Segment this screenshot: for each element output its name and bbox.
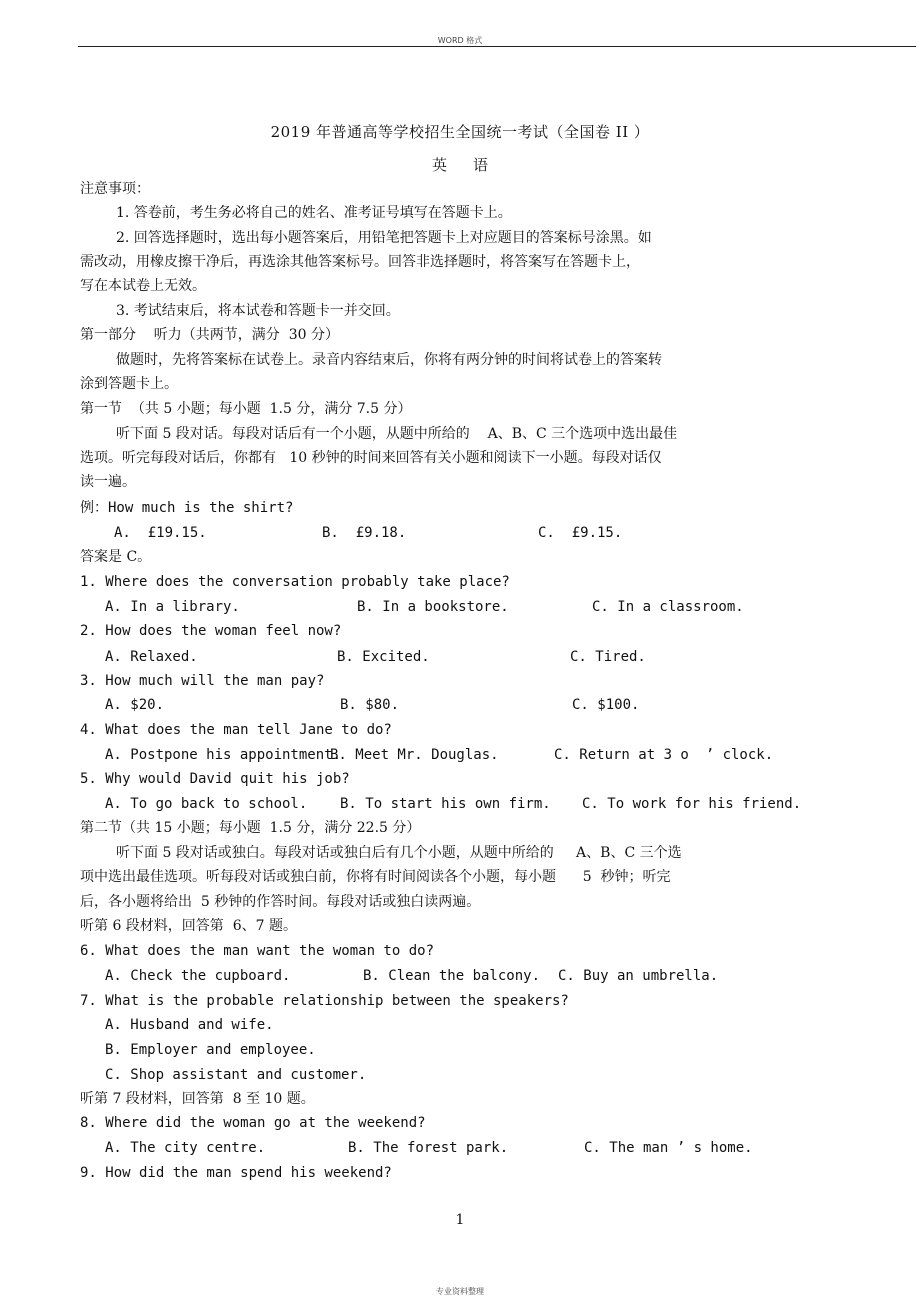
question-6-option-b: B. Clean the balcony. — [363, 968, 541, 984]
question-2: 2. How does the woman feel now? — [80, 623, 342, 639]
section2-intro-b: 项中选出最佳选项。听每段对话或独白前，你将有时间阅读各个小题，每小题 5 秒钟；听完 — [80, 869, 671, 885]
part1-heading: 第一部分 听力（共两节，满分 30 分） — [80, 327, 339, 343]
question-8: 8. Where did the woman go at the weekend? — [80, 1115, 426, 1131]
material-6-heading: 听第 6 段材料，回答第 6、7 题。 — [80, 918, 297, 934]
example-answer: 答案是 C。 — [80, 549, 152, 565]
material-7-heading: 听第 7 段材料，回答第 8 至 10 题。 — [80, 1091, 315, 1107]
section1-intro-c: 读一遍。 — [80, 474, 136, 490]
question-1: 1. Where does the conversation probably take place? — [80, 574, 510, 590]
notes-item-3: 3. 考试结束后，将本试卷和答题卡一并交回。 — [116, 303, 400, 319]
question-3-option-c: C. $100. — [572, 697, 640, 713]
example-option-a: A. £19.15. — [114, 525, 207, 541]
question-4-option-c: C. Return at 3 o ’ clock. — [554, 747, 774, 763]
notes-item-2c: 写在本试卷上无效。 — [80, 278, 206, 294]
question-1-option-a: A. In a library. — [105, 599, 240, 615]
question-4-option-a: A. Postpone his appointment. — [105, 747, 342, 763]
page-footer-text: 专业资料整理 — [436, 1287, 484, 1296]
section2-intro-c: 后，各小题将给出 5 秒钟的作答时间。每段对话或独白读两遍。 — [80, 894, 481, 910]
section1-heading: 第一节 （共 5 小题；每小题 1.5 分，满分 7.5 分） — [80, 401, 412, 417]
section1-intro-b: 选项。听完每段对话后，你都有 10 秒钟的时间来回答有关小题和阅读下一小题。每段对话仅 — [80, 450, 662, 466]
header-rule — [78, 46, 916, 47]
question-6-option-c: C. Buy an umbrella. — [558, 968, 719, 984]
page-number: 1 — [455, 1212, 465, 1228]
question-3-option-b: B. $80. — [340, 697, 400, 713]
part1-intro-b: 涂到答题卡上。 — [80, 376, 178, 392]
notes-item-1: 1. 答卷前，考生务必将自己的姓名、准考证号填写在答题卡上。 — [116, 205, 512, 221]
question-7-option-b: B. Employer and employee. — [105, 1042, 316, 1058]
question-7-option-a: A. Husband and wife. — [105, 1017, 274, 1033]
question-5-option-b: B. To start his own firm. — [340, 796, 551, 812]
question-7: 7. What is the probable relationship between the speakers? — [80, 993, 569, 1009]
example-question: 例：How much is the shirt? — [80, 500, 294, 516]
page-header-text: WORD 格式 — [437, 36, 483, 45]
question-5: 5. Why would David quit his job? — [80, 771, 350, 787]
exam-title: 2019 年普通高等学校招生全国统一考试（全国卷 II ） — [270, 123, 650, 141]
question-1-option-c: C. In a classroom. — [592, 599, 744, 615]
question-7-option-c: C. Shop assistant and customer. — [105, 1067, 367, 1083]
notes-heading: 注意事项： — [80, 181, 150, 197]
question-8-option-b: B. The forest park. — [348, 1140, 509, 1156]
exam-subject: 英语 — [431, 156, 514, 174]
question-6: 6. What does the man want the woman to do? — [80, 943, 435, 959]
notes-item-2a: 2. 回答选择题时，选出每小题答案后，用铅笔把答题卡上对应题目的答案标号涂黑。如 — [116, 230, 652, 246]
question-2-option-a: A. Relaxed. — [105, 649, 198, 665]
section2-heading: 第二节（共 15 小题；每小题 1.5 分，满分 22.5 分） — [80, 820, 421, 836]
question-4: 4. What does the man tell Jane to do? — [80, 722, 392, 738]
example-option-b: B. £9.18. — [322, 525, 407, 541]
section2-intro-a: 听下面 5 段对话或独白。每段对话或独白后有几个小题，从题中所给的 A、B、C 三个选 — [116, 845, 682, 861]
part1-intro-a: 做题时，先将答案标在试卷上。录音内容结束后，你将有两分钟的时间将试卷上的答案转 — [116, 352, 662, 368]
question-8-option-c: C. The man ’ s home. — [584, 1140, 753, 1156]
question-4-option-b: B. Meet Mr. Douglas. — [330, 747, 499, 763]
question-9: 9. How did the man spend his weekend? — [80, 1165, 392, 1181]
question-8-option-a: A. The city centre. — [105, 1140, 266, 1156]
section1-intro-a: 听下面 5 段对话。每段对话后有一个小题，从题中所给的 A、B、C 三个选项中选出最佳 — [116, 426, 678, 442]
question-2-option-c: C. Tired. — [570, 649, 646, 665]
question-5-option-c: C. To work for his friend. — [582, 796, 802, 812]
question-1-option-b: B. In a bookstore. — [357, 599, 509, 615]
example-option-c: C. £9.15. — [538, 525, 623, 541]
question-6-option-a: A. Check the cupboard. — [105, 968, 291, 984]
notes-item-2b: 需改动，用橡皮擦干净后，再选涂其他答案标号。回答非选择题时，将答案写在答题卡上， — [80, 254, 640, 270]
question-2-option-b: B. Excited. — [337, 649, 430, 665]
question-3: 3. How much will the man pay? — [80, 673, 325, 689]
question-3-option-a: A. $20. — [105, 697, 165, 713]
question-5-option-a: A. To go back to school. — [105, 796, 308, 812]
